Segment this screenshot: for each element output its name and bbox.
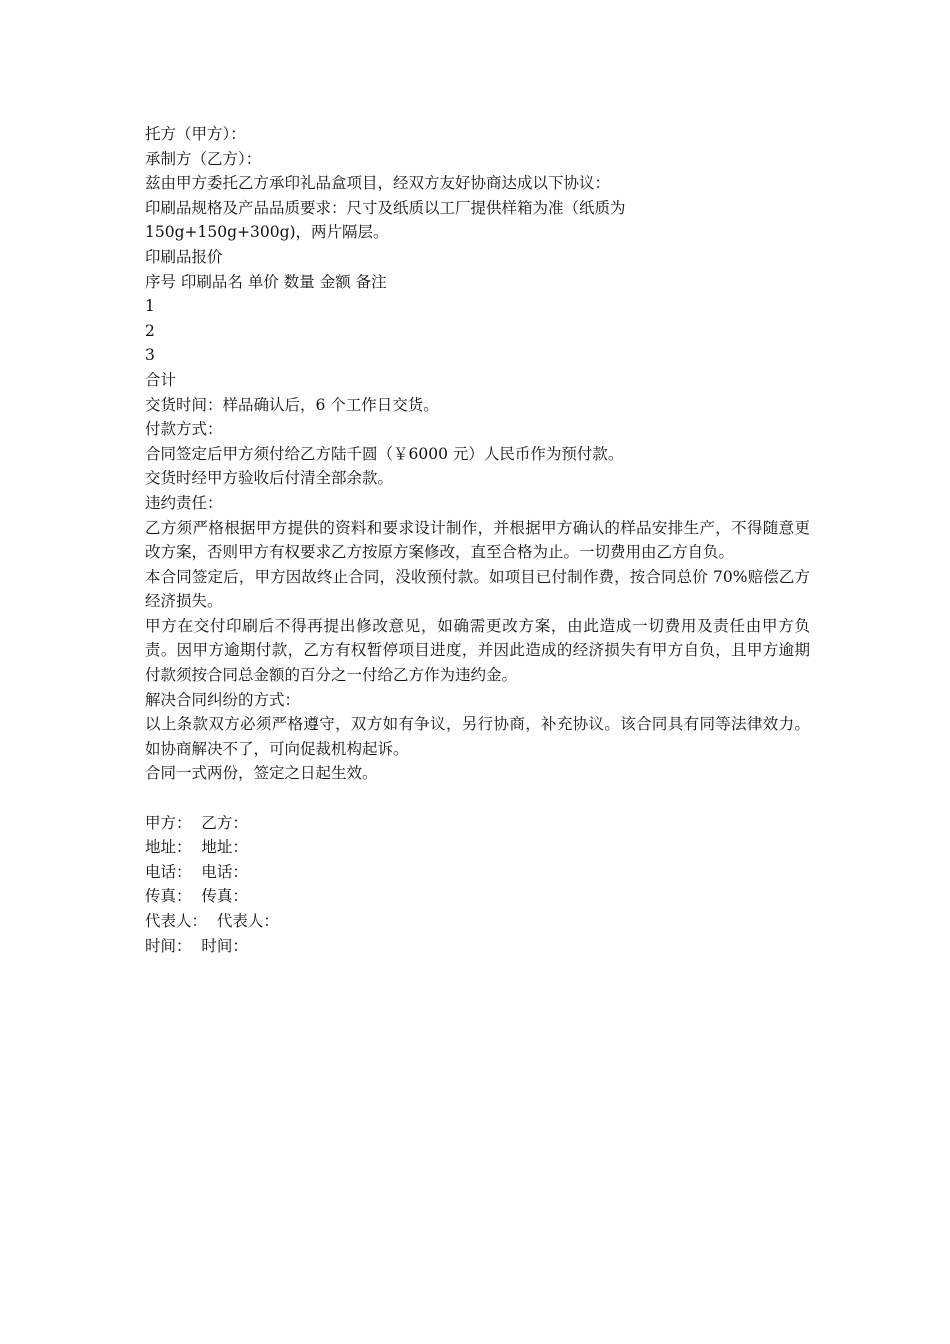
payment-advance: 合同签定后甲方须付给乙方陆千圆（￥6000 元）人民币作为预付款。 xyxy=(145,444,624,463)
signature-representative: 代表人： 代表人： xyxy=(145,912,279,930)
breach-clause-2: 本合同签定后，甲方因故终止合同，没收预付款。如项目已付制作费，按合同总价 70%赔偿乙方经济损失。 xyxy=(145,567,810,611)
signature-date: 时间： 时间： xyxy=(145,936,248,955)
party-a-label: 托方（甲方）： xyxy=(145,125,246,143)
intro-text: 兹由甲方委托乙方承印礼品盒项目，经双方友好协商达成以下协议： xyxy=(145,174,611,193)
quote-row-1: 1 xyxy=(145,297,155,316)
signature-address: 地址： 地址： xyxy=(145,838,248,857)
signature-fax: 传真： 传真： xyxy=(145,887,248,906)
effect-clause: 合同一式两份，签定之日起生效。 xyxy=(145,764,378,783)
delivery-terms: 交货时间：样品确认后，6 个工作日交货。 xyxy=(145,395,439,414)
quote-table-header: 序号 印刷品名 单价 数量 金额 备注 xyxy=(145,272,387,291)
contract-document xyxy=(145,122,810,958)
payment-title: 付款方式： xyxy=(145,420,223,439)
party-b-label: 承制方（乙方）： xyxy=(145,149,262,168)
spec-text-line-1: 印刷品规格及产品品质要求：尺寸及纸质以工厂提供样箱为准（纸质为 xyxy=(145,198,626,217)
quote-row-2: 2 xyxy=(145,321,155,340)
blank-line xyxy=(145,786,810,811)
breach-clause-3: 甲方在交付印刷后不得再提出修改意见，如确需更改方案，由此造成一切费用及责任由甲方负责。因甲方逾期付款，乙方有权暂停项目进度，并因此造成的经济损失有甲方自负，且甲方逾期付款须按合同总金额的百分之一付给乙方作为违约金。 xyxy=(145,616,810,685)
breach-title: 违约责任： xyxy=(145,493,223,512)
quote-row-3: 3 xyxy=(145,346,155,365)
dispute-clause: 以上条款双方必须严格遵守，双方如有争议，另行协商，补充协议。该合同具有同等法律效力。如协商解决不了，可向促裁机构起诉。 xyxy=(145,715,810,758)
quote-title: 印刷品报价 xyxy=(145,247,223,266)
breach-clause-1: 乙方须严格根据甲方提供的资料和要求设计制作，并根据甲方确认的样品安排生产，不得随意更改方案，否则甲方有权要求乙方按原方案修改，直至合格为止。一切费用由乙方自负。 xyxy=(145,518,810,562)
payment-balance: 交货时经甲方验收后付清全部余款。 xyxy=(145,469,394,488)
signature-parties: 甲方： 乙方： xyxy=(145,813,248,832)
signature-phone: 电话： 电话： xyxy=(145,862,248,881)
quote-total: 合计 xyxy=(145,370,177,389)
spec-text-line-2: 150g+150g+300g)，两片隔层。 xyxy=(145,223,389,242)
dispute-title: 解决合同纠纷的方式： xyxy=(145,690,301,709)
